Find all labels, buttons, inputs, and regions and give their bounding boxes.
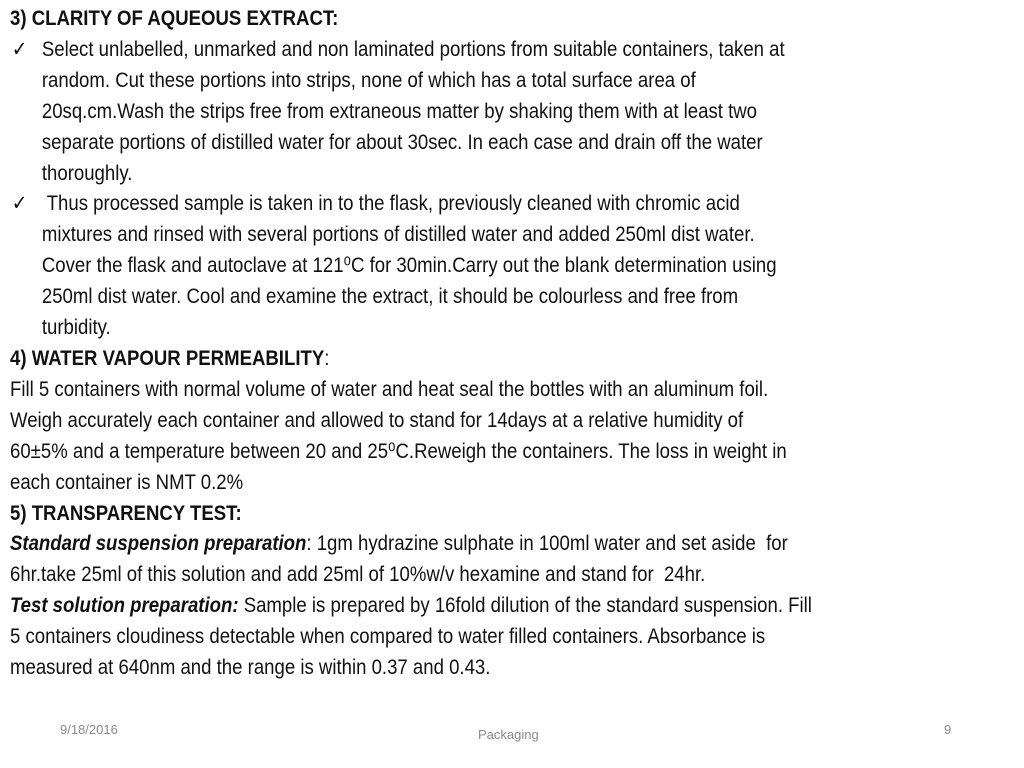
standard-label: Standard suspension preparation [10,532,307,556]
text-line: random. Cut these portions into strips, none of which has a total surface area of [41,68,696,92]
bullet-1 [10,35,1001,190]
text-line: 20sq.cm.Wash the strips free from extraneous matter by shaking them with at least two [41,99,757,123]
text-line: turbidity. [41,316,111,340]
checkmark-icon: ✓ [11,192,28,216]
text-span: Sample is prepared by 16fold dilution of the standard suspension. Fill [238,594,812,618]
standard-suspension-line [10,529,1001,560]
text-line: Fill 5 containers with normal volume of water and heat seal the bottles with an aluminum foil. [10,377,769,401]
heading-text: 4) WATER VAPOUR PERMEABILITY [10,346,325,370]
heading-suffix: : [324,346,330,370]
text-line: mixtures and rinsed with several portions of distilled water and added 250ml dist water. [41,223,755,247]
text-line: 5 containers cloudiness detectable when compared to water filled containers. Absorbance is [10,625,766,649]
text-line: 250ml dist water. Cool and examine the extract, it should be colourless and free from [41,285,739,309]
text-line: 6hr.take 25ml of this solution and add 25ml of 10%w/v hexamine and stand for 24hr. [10,563,706,587]
slide-content [10,4,1001,684]
text-line: each container is NMT 0.2% [10,470,244,494]
section-5-heading: 5) TRANSPARENCY TEST: [10,501,242,525]
bullet-2 [10,189,1001,344]
text-line: Select unlabelled, unmarked and non laminated portions from suitable containers, taken at [41,37,785,61]
text-line: 60±5% and a temperature between 20 and 25⁰C.Reweigh the containers. The loss in weight in [10,439,787,463]
section-4-heading [10,344,1001,375]
text-span: : 1gm hydrazine sulphate in 100ml water and set aside for [306,532,788,556]
footer-date: 9/18/2016 [60,722,118,737]
text-line: measured at 640nm and the range is within 0.37 and 0.43. [10,656,491,680]
checkmark-icon: ✓ [11,37,28,61]
section-3-heading: 3) CLARITY OF AQUEOUS EXTRACT: [10,7,339,30]
text-line: Thus processed sample is taken in to the flask, previously cleaned with chromic acid [41,192,740,216]
text-line: thoroughly. [41,161,133,185]
test-label: Test solution preparation: [10,594,239,618]
page-number: 9 [944,722,952,737]
text-line: separate portions of distilled water for about 30sec. In each case and drain off the water [41,130,763,154]
text-line: Cover the flask and autoclave at 121⁰C for 30min.Carry out the blank determination using [41,254,777,278]
test-solution-line [10,591,1001,622]
footer-title: Packaging [478,727,539,742]
text-line: Weigh accurately each container and allowed to stand for 14days at a relative humidity of [10,408,744,432]
